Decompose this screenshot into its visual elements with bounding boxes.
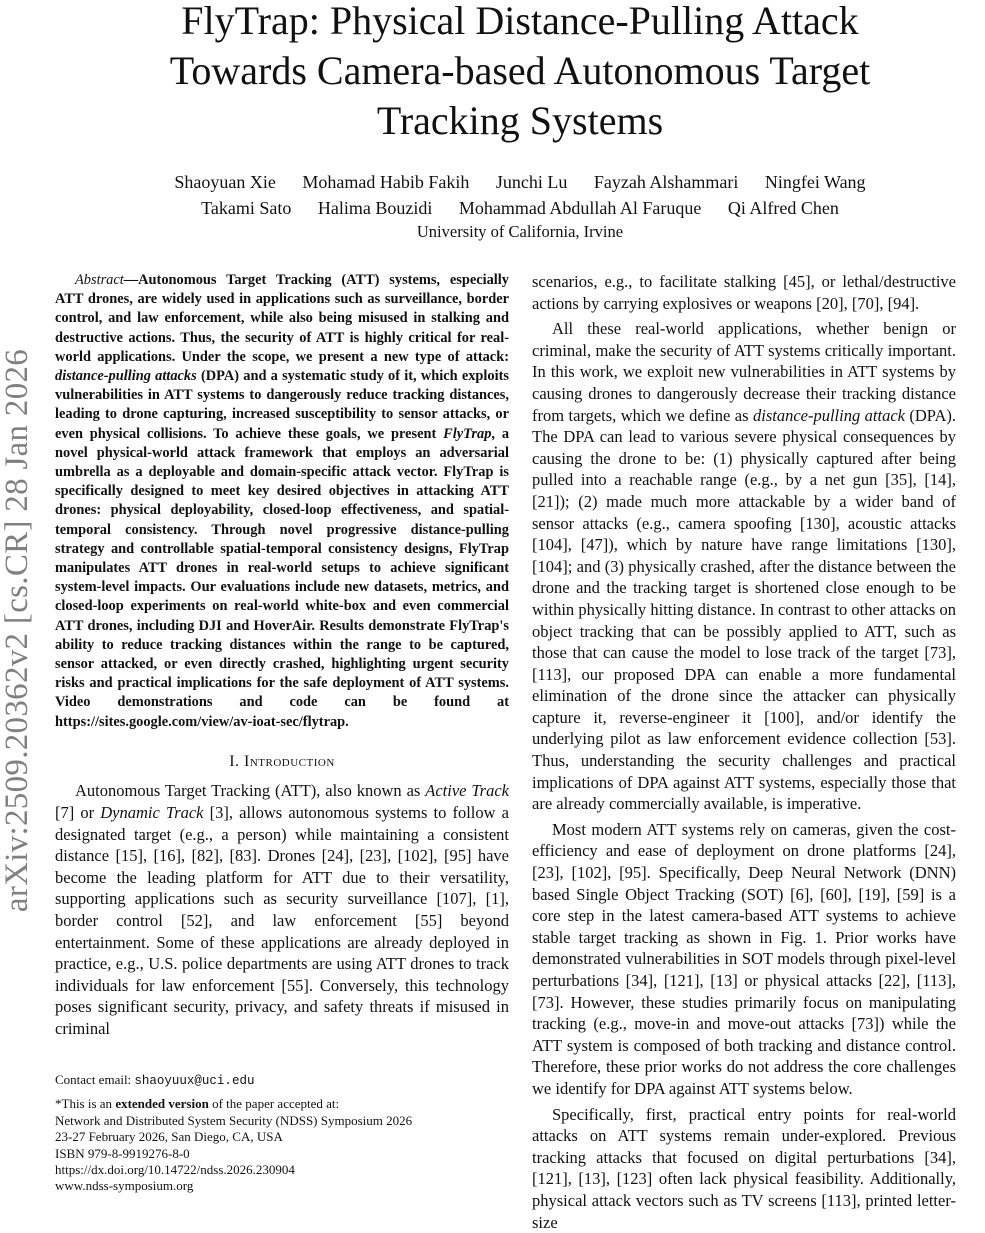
body-paragraph: Specifically, first, practical entry points for real-world attacks on ATT systems remain under-explored. Previous tracking attacks that focused on digital perturbations [34], [121], [13], [123] often lack physical feasibility. Additionally, physical attack vectors such as TV screens [113], printed letter-size xyxy=(532,1104,956,1232)
emphasis-text: Dynamic Track xyxy=(100,803,204,823)
abstract xyxy=(55,271,509,732)
emphasis-text: distance-pulling attack xyxy=(752,405,905,425)
author-block xyxy=(80,169,960,243)
left-column xyxy=(55,271,509,1040)
abstract-emphasis: FlyTrap xyxy=(443,425,492,442)
body-paragraph xyxy=(532,318,956,815)
paragraph-text: (DPA). The DPA can lead to various severe physical consequences by causing the drone to be: (1) physically captured after being pulled into a reachable range (e.g., by a net gun [35], [14], [21]); (2) made much more attackable by a wider band of sensor attacks (e.g., camera spoofing [130], acoustic attacks [104], [47]), which by nature have range limitations [130], [104]; and (3) physically crashed, after the distance between the drone and the tracking target is shortened close enough to be within physically hitting distance. In contrast to other attacks on object tracking that can be possibly applied to ATT, such as those that can cause the model to lose track of the target [73], [113], our proposed DPA can enable a more fundamental elimination of the drone since the attacker can physically capture it, reverse-engineer it [100], and/or identify the underlying pilot as law enforcement evidence collection [53]. Thus, understanding the security challenges and practical implications of DPA against ATT systems, especially those that are already commercially available, is imperative. xyxy=(532,405,957,814)
right-column xyxy=(532,271,956,1233)
author-row xyxy=(80,169,960,195)
paragraph-text: All these real-world applications, whether benign or criminal, make the security of ATT systems critically important. In this work, we exploit new vulnerabilities in ATT systems by causing drones to dangerously decrease their tracking distance from targets, which we define as xyxy=(532,319,956,425)
paragraph-text: [3], allows autonomous systems to follow a designated target (e.g., a person) while maintaining a consistent distance [15], [16], [82], [83]. Drones [24], [23], [102], [95] have become the leading platform for ATT due to their versatility, supporting applications such as security surveillance [107], [1], border control [52], and law enforcement [55] beyond entertainment. Some of these applications are already deployed in practice, e.g., U.S. police departments are using ATT drones to track individuals for law enforcement [55]. Conversely, this technology poses significant security, privacy, and safety threats if misused in criminal xyxy=(55,803,509,1038)
author-name: Mohammad Abdullah Al Faruque xyxy=(458,198,702,218)
paragraph-text: [7] or xyxy=(55,803,101,823)
note-text: *This is an xyxy=(55,1096,116,1112)
paragraph-continuation: scenarios, e.g., to facilitate stalking [45], or lethal/destructive actions by carrying explosives or weapons [20], [70], [94]. xyxy=(532,272,956,313)
abstract-text: (DPA) and a systematic study of it, which exploits vulnerabilities in ATT systems to dangerously reduce tracking distances, leading to drone capturing, increased susceptibility to sensor attacks, or even physical collisions. To achieve these goals, we present xyxy=(55,368,509,442)
extended-version-note xyxy=(55,1096,515,1112)
arxiv-id-text: arXiv:2509.20362v2 [cs.CR] 28 Jan 2026 xyxy=(0,348,36,912)
contact-email: shaoyuux@uci.edu xyxy=(134,1074,255,1088)
abstract-label: Abstract xyxy=(75,272,124,288)
affiliation: University of California, Irvine xyxy=(416,222,624,241)
doi-line: https://dx.doi.org/10.14722/ndss.2026.230904 xyxy=(55,1162,295,1178)
note-bold-text: extended version xyxy=(115,1096,209,1112)
section-title: Introduction xyxy=(244,752,335,770)
author-name: Takami Sato xyxy=(201,198,292,218)
author-row xyxy=(80,195,960,221)
venue-line: Network and Distributed System Security (NDSS) Symposium 2026 xyxy=(55,1112,413,1128)
paragraph-text: Autonomous Target Tracking (ATT), also known as xyxy=(75,781,426,801)
body-paragraph: Most modern ATT systems rely on cameras, given the cost-efficiency and ease of deployment on drone platforms [24], [23], [102], [95]. Specifically, Deep Neural Network (DNN) based Single Object Tracking (SOT) [6], [60], [19], [59] is a core step in the latest camera-based ATT systems to achieve stable target tracking as shown in Fig. 1. Prior works have demonstrated vulnerabilities in SOT models through pixel-level perturbations [34], [121], [13] or physical attacks [22], [113], [73]. However, these studies primarily focus on manipulating tracking (e.g., move-in and move-out attacks [73]) while the ATT system is composed of both tracking and distance control. Therefore, these prior works do not address the core challenges we identify for DPA against ATT systems below. xyxy=(532,819,956,1098)
section-heading-introduction xyxy=(55,751,509,773)
abstract-dash: — xyxy=(123,272,139,288)
author-name: Shaoyuan Xie xyxy=(174,172,276,192)
contact-label: Contact email: xyxy=(55,1072,135,1087)
title-line: Towards Camera-based Autonomous Target xyxy=(169,48,871,93)
author-name: Junchi Lu xyxy=(495,172,568,192)
title-line: Tracking Systems xyxy=(376,98,664,143)
author-name: Ningfei Wang xyxy=(764,172,866,192)
author-name: Mohamad Habib Fakih xyxy=(302,172,470,192)
note-text: of the paper accepted at: xyxy=(208,1096,340,1112)
abstract-emphasis: distance-pulling attacks xyxy=(55,368,197,385)
author-name: Fayzah Alshammari xyxy=(593,172,739,192)
emphasis-text: Active Track xyxy=(425,781,509,801)
isbn-line: ISBN 979-8-9919276-8-0 xyxy=(55,1145,190,1161)
footnote-block xyxy=(55,1072,515,1195)
abstract-text: , a novel physical-world attack framework that employs an adversarial umbrella as a deployable and domain-specific attack vector. FlyTrap is specifically designed to meet key desired objectives in attacking ATT drones: physical deployability, closed-loop effectiveness, and spatial-temporal consistency. Through novel progressive distance-pulling strategy and controllable spatial-temporal consistency designs, FlyTrap manipulates ATT drones in real-world setups to achieve significant system-level impacts. Our evaluations include new datasets, metrics, and closed-loop experiments on real-world white-box and even commercial ATT drones, including DJI and HoverAir. Results demonstrate FlyTrap's ability to reduce tracking distances within the range to be captured, sensor attacked, or even directly crashed, highlighting urgent security risks and practical implications for the safe deployment of ATT systems. Video demonstrations and code can be found at https://sites.google.com/view/av-ioat-sec/flytrap. xyxy=(55,425,510,730)
title-line: FlyTrap: Physical Distance-Pulling Attack xyxy=(181,0,859,43)
site-line: www.ndss-symposium.org xyxy=(55,1178,194,1194)
author-name: Halima Bouzidi xyxy=(317,198,433,218)
paper-title xyxy=(90,0,950,146)
section-number: I. xyxy=(229,752,240,770)
author-name: Qi Alfred Chen xyxy=(727,198,839,218)
intro-paragraph xyxy=(55,780,509,1039)
abstract-text: Autonomous Target Tracking (ATT) systems, especially ATT drones, are widely used in applications such as surveillance, border control, and law enforcement, while also being misused in stalking and destructive actions. Thus, the security of ATT is highly critical for real-world applications. Under the scope, we present a new type of attack: xyxy=(55,272,509,365)
dates-line: 23-27 February 2026, San Diego, CA, USA xyxy=(55,1129,283,1145)
contact-line xyxy=(55,1072,515,1089)
arxiv-identifier-stamp xyxy=(0,300,36,960)
